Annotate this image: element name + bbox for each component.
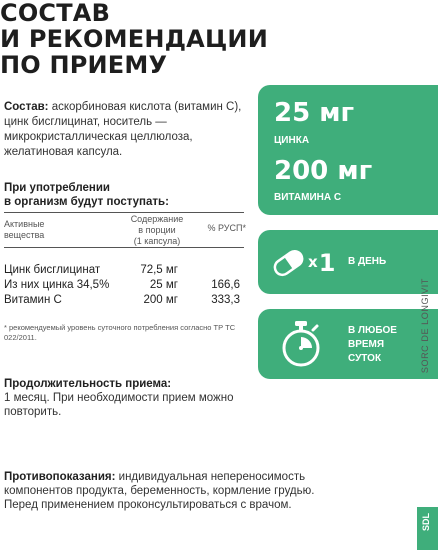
title-line-1: СОСТАВ [0,0,111,27]
header-content-line-2: в порции [138,225,176,235]
duration-block [4,377,244,419]
header-content [122,214,192,247]
vitamin-c-amount: 200 мг [274,156,373,186]
timing-line-2: ВРЕМЯ [348,339,385,350]
dose-number: 1 [318,249,336,277]
dosage-card [258,85,438,215]
composition-label: Состав: [4,101,49,113]
row-percent: 333,3 [211,294,240,306]
table-row [4,263,244,278]
timing-line-1: В ЛЮБОЕ [348,325,397,336]
composition-block [4,100,244,160]
vitamin-c-label: ВИТАМИНА С [274,192,342,203]
row-name: Из них цинка 34,5% [4,279,110,291]
intake-heading-line-1: При употреблении [4,182,110,194]
nutrients-table [4,212,244,308]
table-header [4,212,244,248]
header-rsp: % РУСП* [207,223,246,233]
title-line-2: И РЕКОМЕНДАЦИИ [0,25,268,53]
contraindications-label: Противопоказания: [4,471,116,483]
duration-text: 1 месяц. При необходимости прием можно повторить. [4,392,234,418]
intake-heading [4,181,244,209]
timing-text [348,324,397,366]
stopwatch-icon [278,319,324,369]
table-body [4,263,244,308]
row-name: Цинк бисглицинат [4,264,101,276]
timing-card [258,309,438,379]
header-substances-line-1: Активные [4,219,45,229]
dose-count [308,250,335,275]
header-substances [4,219,94,241]
timing-line-3: СУТОК [348,353,382,364]
page-title [0,0,268,79]
zinc-amount: 25 мг [274,98,355,128]
brand-badge [417,507,438,550]
duration-label: Продолжительность приема: [4,378,172,390]
dose-x: х [308,253,318,271]
header-substances-line-2: вещества [4,230,45,240]
title-line-3: ПО ПРИЕМУ [0,51,168,79]
dose-period: В ДЕНЬ [348,256,387,267]
zinc-label: ЦИНКА [274,135,310,146]
frequency-card [258,230,438,294]
contraindications-text: индивидуальная непереносимость компонентов продукта, беременность, кормление грудью. Перед применением проконсультироваться с врачом. [4,471,315,511]
intake-heading-line-2: в организм будут поступать: [4,196,169,208]
table-row [4,293,244,308]
row-name: Витамин С [4,294,62,306]
contraindications-block [4,470,334,512]
row-percent: 166,6 [211,279,240,291]
header-content-line-3: (1 капсула) [133,236,181,246]
header-content-line-1: Содержание [130,214,184,224]
table-row [4,278,244,293]
rsp-footnote: * рекомендуемый уровень суточного потребления согласно ТР ТС 022/2011. [4,323,236,342]
brand-badge-text: SDL [421,513,431,531]
row-amount: 72,5 мг [140,264,178,276]
brand-vertical-text: SORC DE LONGIVIT [420,278,430,374]
composition-text: аскорбиновая кислота (витамин С), цинк бисглицинат, носитель — микрокристаллическая целлюлоза, желатиновая капсула. [4,101,242,158]
row-amount: 25 мг [149,279,178,291]
row-amount: 200 мг [143,294,178,306]
